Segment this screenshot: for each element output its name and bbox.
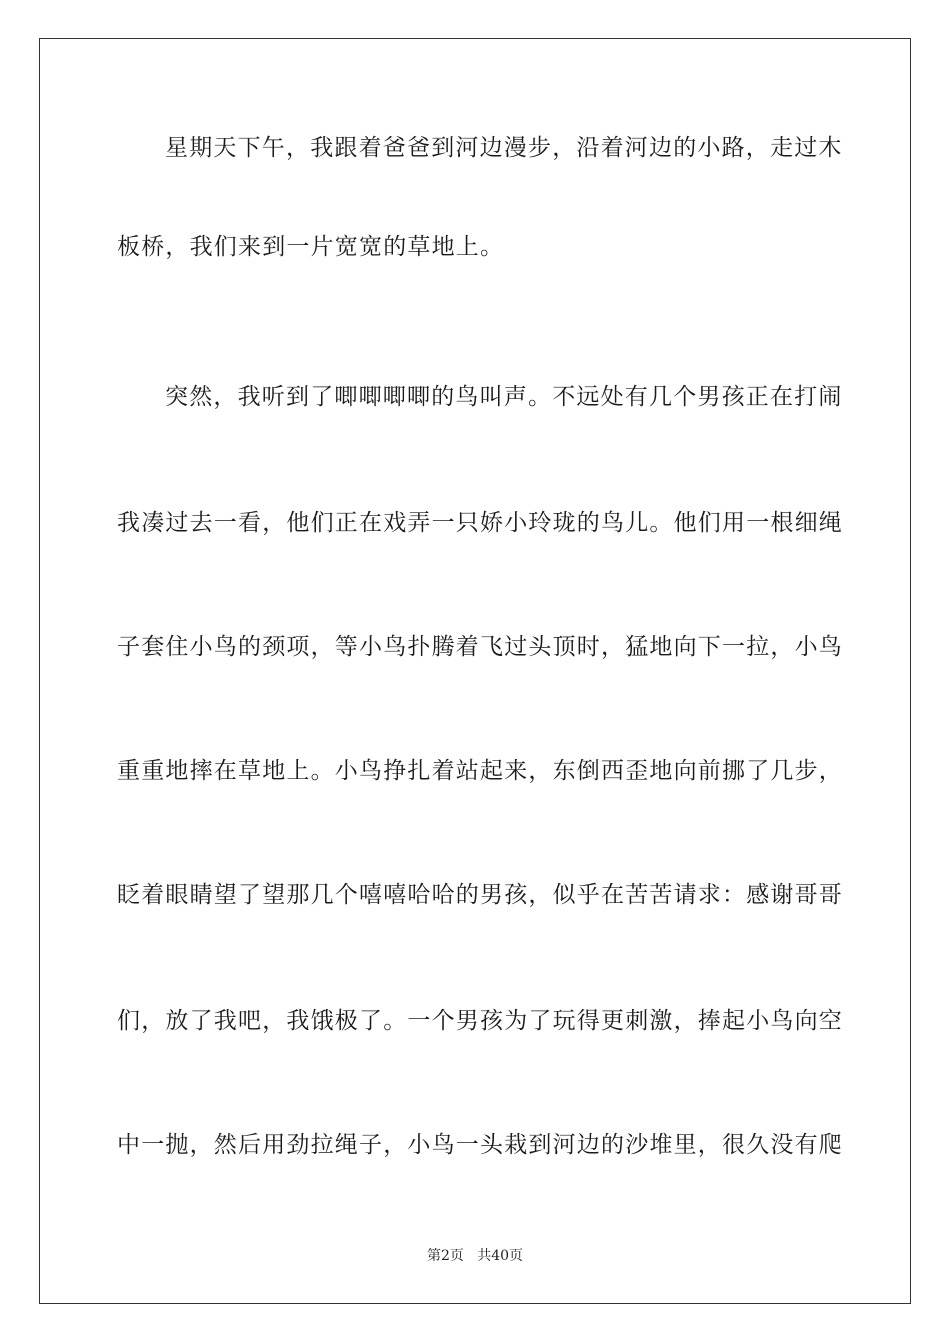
page-border bbox=[39, 38, 911, 1304]
text-line: 子套住小鸟的颈项，等小鸟扑腾着飞过头顶时，猛地向下一拉，小鸟 bbox=[117, 634, 843, 660]
page-number-footer: 第2页 共40页 bbox=[426, 1248, 524, 1264]
text-line: 中一抛，然后用劲拉绳子，小鸟一头栽到河边的沙堆里，很久没有爬 bbox=[117, 1132, 843, 1158]
text-line: 眨着眼睛望了望那几个嘻嘻哈哈的男孩，似乎在苦苦请求：感谢哥哥 bbox=[117, 882, 843, 908]
text-line: 突然，我听到了唧唧唧唧的鸟叫声。不远处有几个男孩正在打闹 bbox=[165, 384, 843, 410]
text-line: 重重地摔在草地上。小鸟挣扎着站起来，东倒西歪地向前挪了几步， bbox=[117, 758, 843, 784]
text-line: 板桥，我们来到一片宽宽的草地上。 bbox=[117, 234, 505, 260]
text-line: 我凑过去一看，他们正在戏弄一只娇小玲珑的鸟儿。他们用一根细绳 bbox=[117, 510, 843, 536]
text-line: 星期天下午，我跟着爸爸到河边漫步，沿着河边的小路，走过木 bbox=[165, 135, 843, 161]
text-line: 们，放了我吧，我饿极了。一个男孩为了玩得更刺激，捧起小鸟向空 bbox=[117, 1008, 843, 1034]
